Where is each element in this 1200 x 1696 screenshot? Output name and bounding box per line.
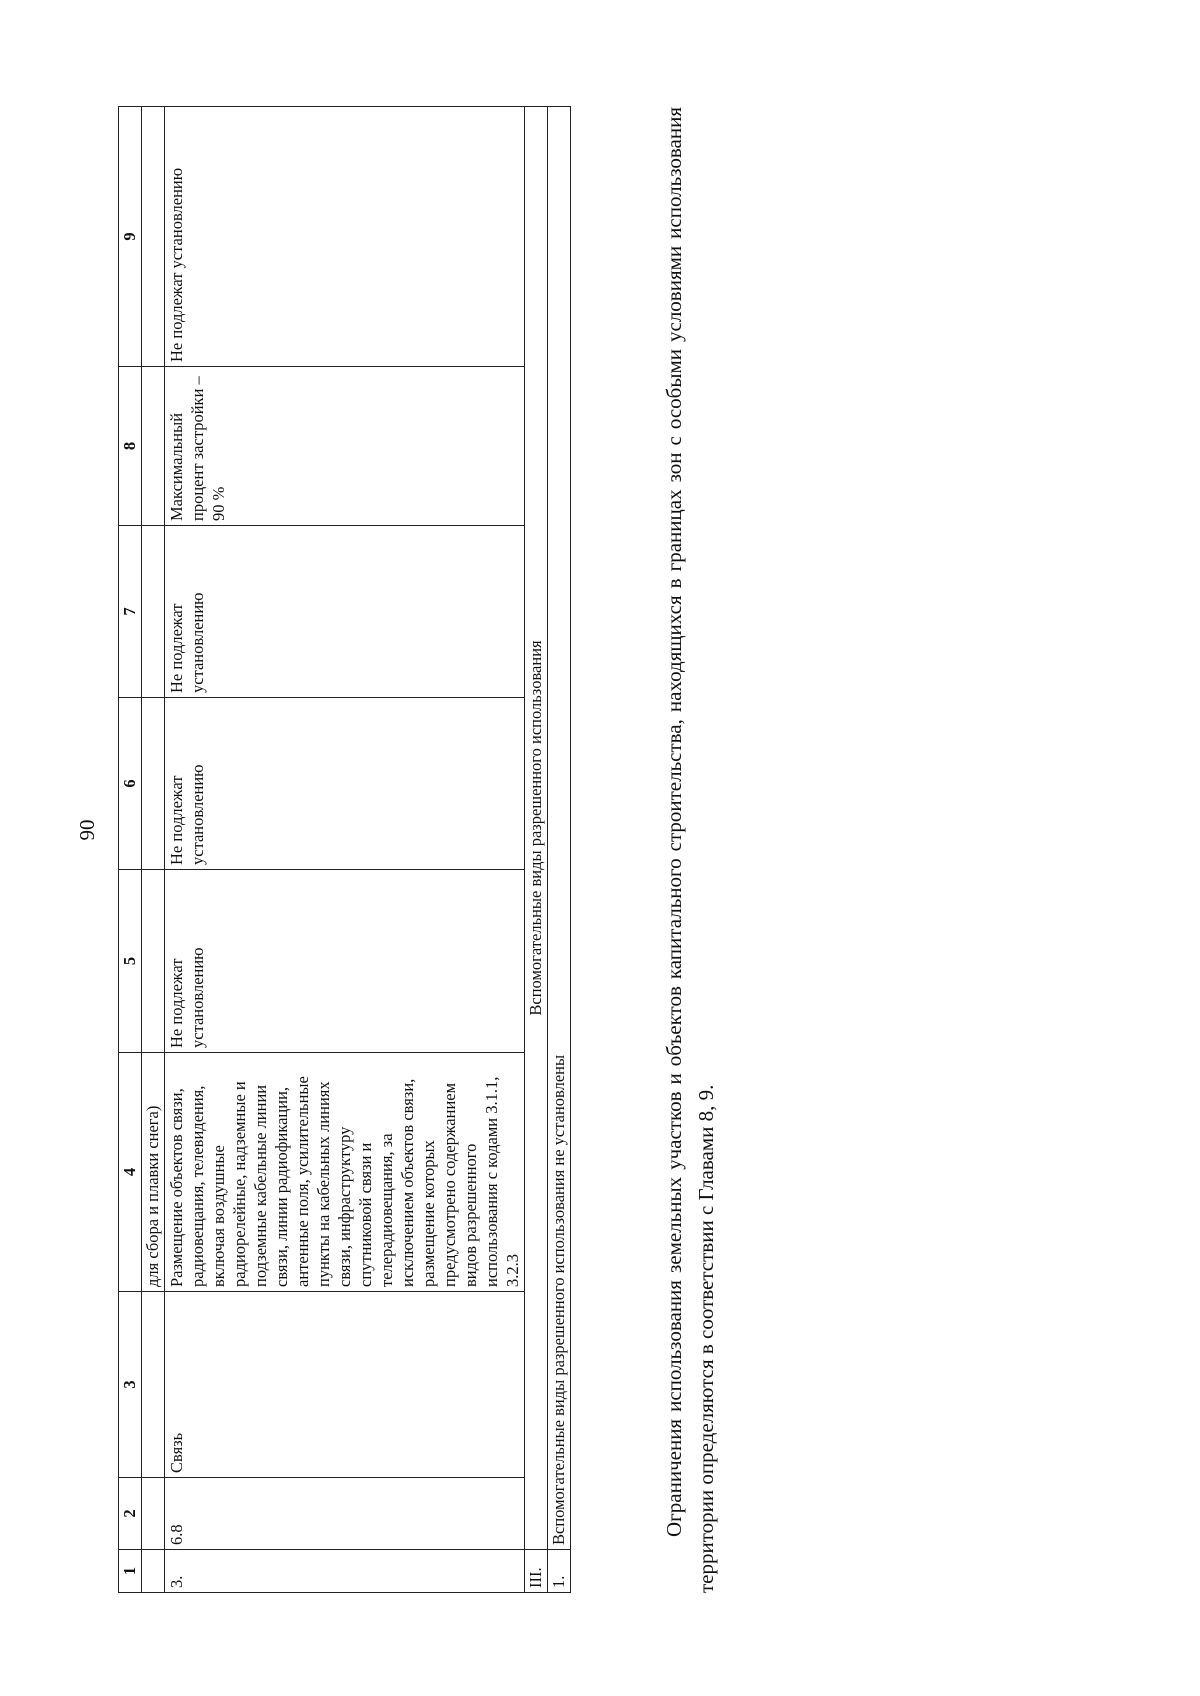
table-cell [142, 870, 165, 1053]
use-description: Размещение объектов связи, радиовещания, телевидения, включая воздушные радиорелейные, надземные и подземные кабельные линии связи, линии радиофикации, антенные поля, усилительные пункты на кабельных линиях связи, инфраструктуру спутниковой связи и телерадиовещания, за исключением объектов связи, размещение которых предусмотрено содержанием видов разрешенного использования с кодами 3.1.1, 3.2.3 [165, 1053, 525, 1292]
body-paragraph: Ограничения использования земельных участков и объектов капитального строительства, находящихся в границах зон с особыми условиями использования территории определяются в соответствии с Главами 8, 9. [662, 107, 718, 1593]
column-header: 9 [119, 107, 142, 367]
table-cell [142, 107, 165, 367]
page-number: 90 [75, 819, 99, 841]
table-cell [142, 1550, 165, 1593]
table-cell [142, 698, 165, 870]
column-header: 7 [119, 526, 142, 698]
continuation-text: для сбора и плавки снега) [142, 1053, 165, 1292]
table-cell: Не подлежат установлению [165, 526, 525, 698]
row-number: 1. [548, 1550, 571, 1593]
table-cell [142, 1292, 165, 1478]
column-header: 8 [119, 367, 142, 526]
table-cell [142, 367, 165, 526]
column-header: 1 [119, 1550, 142, 1593]
column-header: 3 [119, 1292, 142, 1478]
row-number: 3. [165, 1550, 525, 1593]
use-code: 6.8 [165, 1478, 525, 1550]
section-number: III. [525, 1550, 548, 1593]
section-row [525, 107, 548, 1593]
table-cell: Не подлежат установлению [165, 698, 525, 870]
column-header: 6 [119, 698, 142, 870]
rotated-content [118, 107, 738, 1593]
column-header: 4 [119, 1053, 142, 1292]
table-row [165, 107, 525, 1593]
table-cell [142, 526, 165, 698]
table-row [548, 107, 571, 1593]
sub-row-text: Вспомогательные виды разрешенного использования не установлены [548, 107, 571, 1550]
table-cell: Максимальный процент застройки – 90 % [165, 367, 525, 526]
regulations-table [118, 106, 571, 1593]
use-name: Связь [165, 1292, 525, 1478]
table-cell [142, 1478, 165, 1550]
column-header: 2 [119, 1478, 142, 1550]
table-cell: Не подлежат установлению [165, 870, 525, 1053]
section-title: Вспомогательные виды разрешенного использования [525, 107, 548, 1550]
table-cell: Не подлежат установлению [165, 107, 525, 367]
column-header: 5 [119, 870, 142, 1053]
table-header-row [119, 107, 142, 1593]
continuation-row [142, 107, 165, 1593]
